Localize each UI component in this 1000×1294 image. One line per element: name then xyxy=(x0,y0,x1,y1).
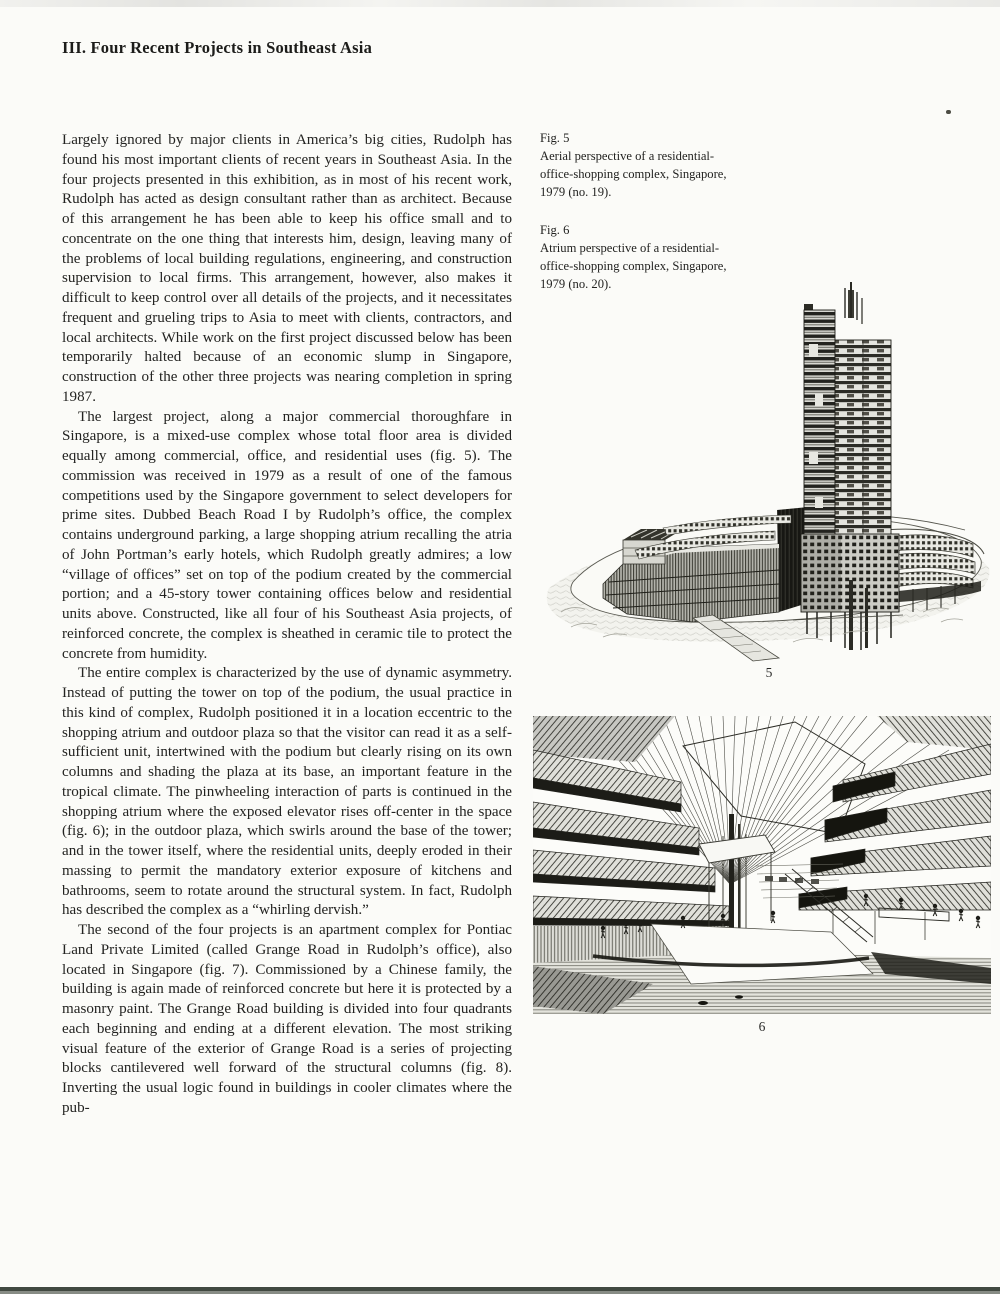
body-paragraph: Largely ignored by major clients in America’s big cities, Rudolph has found his most important clients of recent years in Southeast Asia. In the four projects presented in this exhibition, as in most of his recent work, Rudolph has acted as design consultant rather than as architect. Because of this arrangement he has been able to keep his office small and to concentrate on the one thing that interests him, design, leaving many of the problems of local building regulations, engineering, and construction supervision to local firms. This arrangement, however, also makes it difficult to keep control over all details of the projects, and it necessitates frequent and grueling trips to Asia to meet with clients, contractors, and local architects. While work on the first project discussed below has been temporarily halted because of an economic slump in Singapore, construction of the other three projects was nearing completion in spring 1987. xyxy=(62,132,512,405)
scan-speck xyxy=(946,110,951,114)
caption-line: Aerial perspective of a residential- xyxy=(540,149,715,164)
body-paragraph: The largest project, along a major commercial thoroughfare in Singapore, is a mixed-use complex whose total floor area is divided equally among commercial, office, and residential uses (fig. 5). The commission was received in 1979 as a result of one of the famous competitions used by the Singapore government to select developers for prime sites. Dubbed Beach Road I by Rudolph’s office, the complex contains underground parking, a large shopping atrium recalling the atria of John Portman’s early hotels, which Rudolph greatly admires; a low “village of offices” set on top of the podium created by the commercial portion; and a 45-story tower containing offices below and residential units above. Constructed, like all four of his Southeast Asia projects, of reinforced concrete, the complex is sheathed in ceramic tile to protect the concrete from humidity. xyxy=(62,408,512,662)
caption-line: Fig. 6 xyxy=(540,223,570,237)
scan-edge-top xyxy=(0,0,1000,7)
caption-line: office-shopping complex, Singapore, xyxy=(540,259,727,274)
caption-line: Fig. 5 xyxy=(540,131,570,145)
figure-number-5: 5 xyxy=(765,665,773,680)
body-text-column xyxy=(62,131,512,1119)
fig5-aerial-perspective-drawing xyxy=(543,282,995,662)
page-title: III. Four Recent Projects in Southeast Asia xyxy=(62,38,373,58)
figure-caption-fig5 xyxy=(540,129,760,201)
caption-line: 1979 (no. 19). xyxy=(540,185,612,200)
fig6-atrium-perspective-drawing xyxy=(533,716,991,1014)
figure-number-6: 6 xyxy=(758,1019,766,1034)
caption-line: Atrium perspective of a residential- xyxy=(540,241,720,256)
scan-edge-bottom xyxy=(0,1286,1000,1294)
caption-line: 1979 (no. 20). xyxy=(540,277,612,292)
body-paragraph: The second of the four projects is an apartment complex for Pontiac Land Private Limited (called Grange Road in Rudolph’s office), also located in Singapore (fig. 7). Commissioned by a Chinese family, the building is again made of reinforced concrete but here it is protected by a masonry paint. The Grange Road building is divided into four quadrants each beginning and ending at a different elevation. The most striking visual feature of the exterior of Grange Road is a series of projecting blocks cantilevered well forward of the structural columns (fig. 8). Inverting the usual logic found in buildings in cooler climates where the pub- xyxy=(62,922,512,1116)
figure-6-image xyxy=(533,716,991,1014)
body-paragraph: The entire complex is characterized by the use of dynamic asymmetry. Instead of putting the tower on top of the podium, the usual practice in this kind of complex, Rudolph positioned it in a location eccentric to the shopping atrium and outdoor plaza so that the visitor can read it as a self-sufficient unit, intertwined with the podium but clearly rising on its own columns and shading the plaza at its base, an important feature in the tropical climate. The pinwheeling interaction of parts is continued in the shopping atrium where the exposed elevator rises off-center in the space (fig. 6); in the outdoor plaza, which swirls around the base of the tower; and in the tower itself, where the residential units, deeply eroded in their massing to permit the mandatory exterior exposure of kitchens and bathrooms, seem to rotate around the structural system. In fact, Rudolph has described the complex as a “whirling dervish.” xyxy=(62,665,512,919)
caption-line: office-shopping complex, Singapore, xyxy=(540,167,727,182)
figure-5-image xyxy=(543,282,995,662)
